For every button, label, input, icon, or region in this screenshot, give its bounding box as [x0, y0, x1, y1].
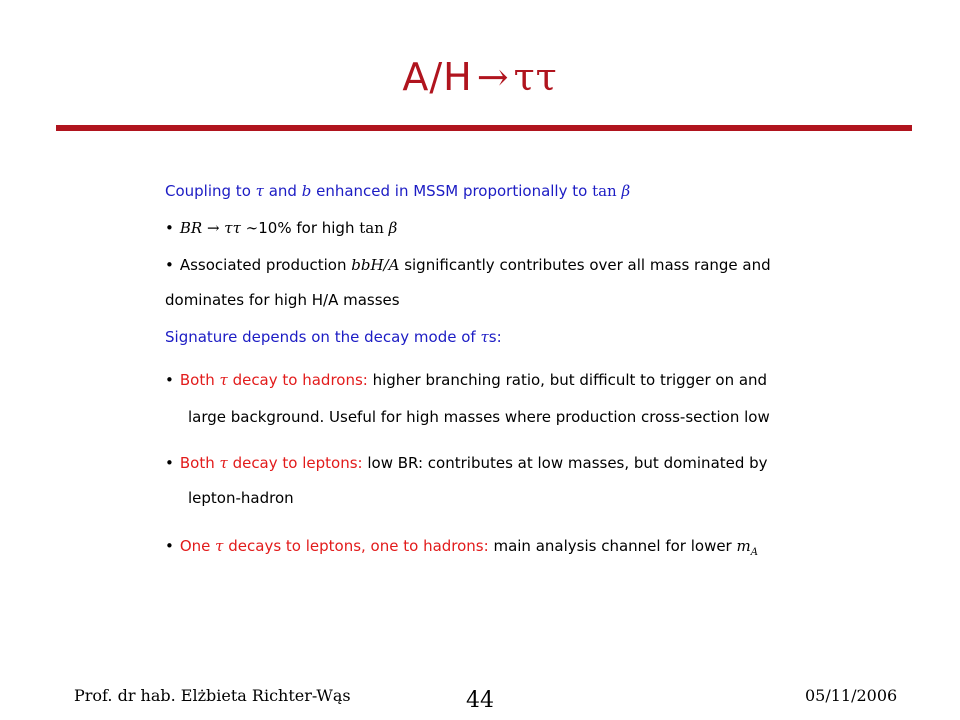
background-line [188, 408, 770, 426]
coupling-line [165, 182, 630, 200]
bbh-symbol: bbH/A [351, 256, 400, 274]
one-tau-red-b: decays to leptons, one to hadrons: [223, 537, 489, 555]
arrow-symbol: → [202, 219, 225, 237]
tautau-symbol: ττ [224, 219, 241, 237]
bullet: • [165, 219, 174, 237]
m-symbol: m [736, 537, 751, 555]
background-text: large background. Useful for high masses where production cross-section low [188, 408, 770, 426]
one-tau-text: main analysis channel for lower [488, 537, 737, 555]
beta-symbol: β [388, 219, 398, 237]
signature-text-a: Signature depends on the decay mode of [165, 328, 481, 346]
signature-line [165, 328, 502, 346]
lepton-hadron-text: lepton-hadron [188, 489, 294, 507]
lepton-hadron-line [188, 489, 294, 507]
tau-symbol: τ [255, 182, 264, 200]
hadrons-line [165, 371, 767, 389]
bullet: • [165, 454, 174, 472]
br-symbol: BR [179, 219, 203, 237]
title-suffix: ττ [513, 55, 558, 99]
coupling-text-c: enhanced in MSSM proportionally to [311, 182, 593, 200]
tilde-symbol: ∼ [240, 219, 259, 237]
tan-symbol: tan [359, 219, 384, 237]
assoc-text-a: Associated production [179, 256, 352, 274]
bullet: • [165, 537, 174, 555]
hadrons-text: higher branching ratio, but difficult to trigger on and [367, 371, 768, 389]
tau-symbol: τ [480, 328, 489, 346]
title-divider [56, 125, 912, 131]
br-text: 10% for high [258, 219, 360, 237]
title-prefix: A/H [402, 55, 473, 99]
signature-text-b: s: [488, 328, 502, 346]
assoc-text-b: significantly contributes over all mass range and [399, 256, 771, 274]
bullet: • [165, 371, 174, 389]
m-subscript: A [750, 547, 758, 558]
associated-production-line [165, 256, 771, 274]
one-tau-line [165, 537, 758, 558]
footer-author: Prof. dr hab. Elżbieta Richter-Wąs [74, 686, 351, 705]
dominates-line [165, 291, 400, 309]
tau-symbol: τ [215, 537, 224, 555]
leptons-red-a: Both [179, 454, 220, 472]
leptons-red-b: decay to leptons: [227, 454, 363, 472]
slide-title [0, 55, 960, 99]
footer-date: 05/11/2006 [805, 686, 898, 705]
bullet: • [165, 256, 174, 274]
one-tau-red-a: One [179, 537, 216, 555]
page-number: 44 [466, 688, 494, 713]
br-line [165, 219, 397, 237]
title-arrow: → [476, 55, 510, 99]
hadrons-red-b: decay to hadrons: [227, 371, 368, 389]
tau-symbol: τ [219, 371, 228, 389]
b-symbol: b [301, 182, 312, 200]
tan-symbol: tan [592, 182, 617, 200]
leptons-text: low BR: contributes at low masses, but dominated by [362, 454, 768, 472]
coupling-text-b: and [263, 182, 302, 200]
leptons-line [165, 454, 768, 472]
dominates-text: dominates for high H/A masses [165, 291, 400, 309]
coupling-text-a: Coupling to [165, 182, 256, 200]
hadrons-red-a: Both [179, 371, 220, 389]
tau-symbol: τ [219, 454, 228, 472]
beta-symbol: β [621, 182, 631, 200]
